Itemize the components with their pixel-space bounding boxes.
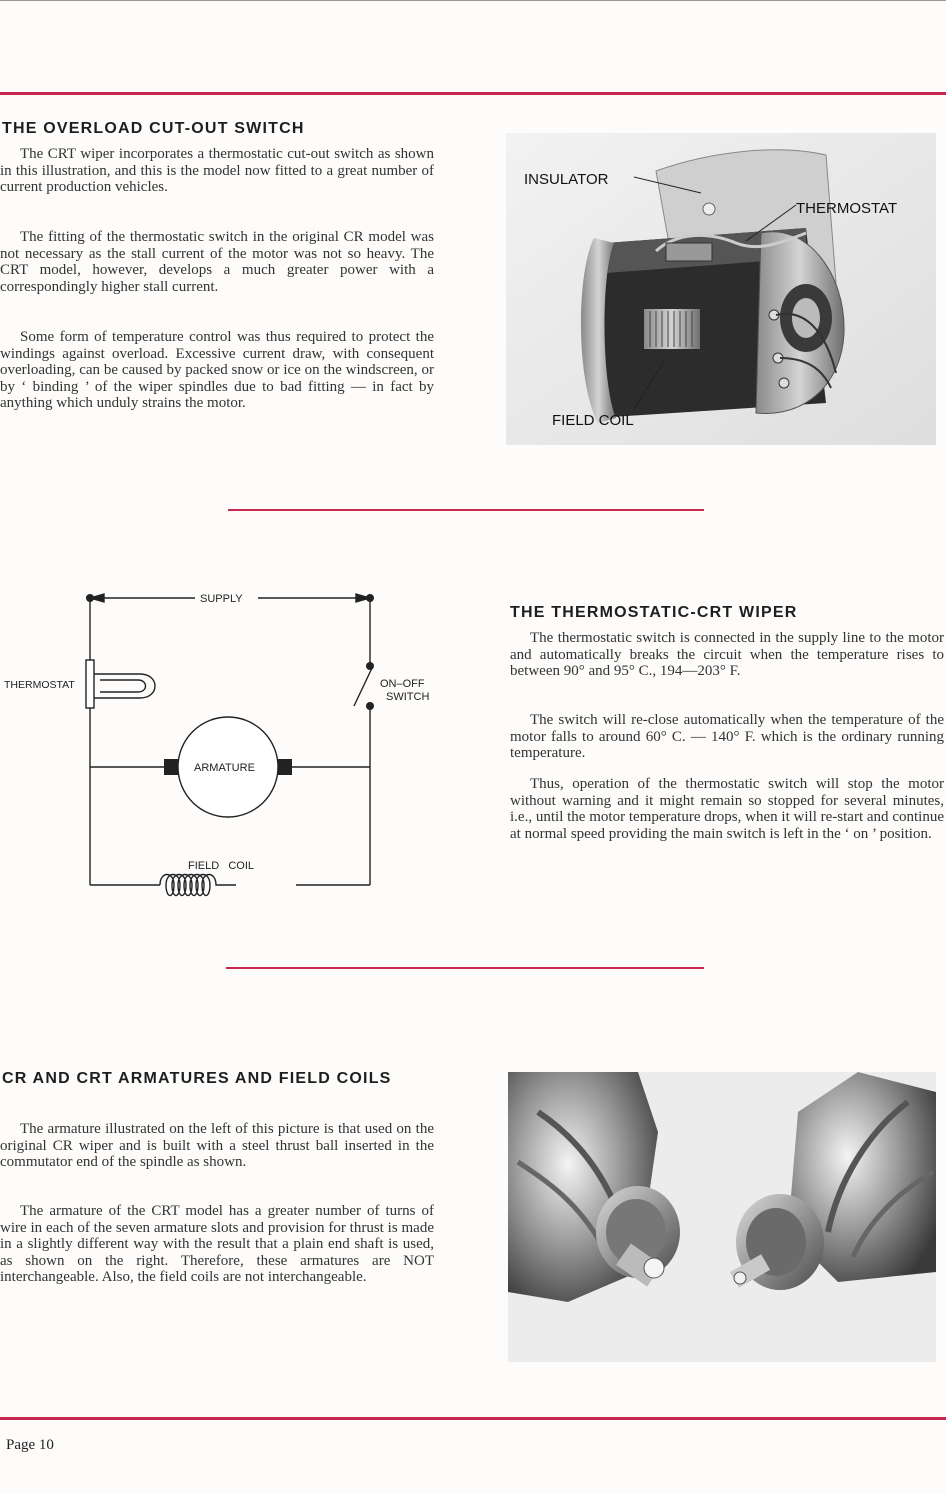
paragraph: The fitting of the thermostatic switch in the original CR model was not necessary as the stall current of the motor was not so heavy. The CRT model, however, develops a much greater power with a correspondingly higher stall current.: [0, 229, 434, 295]
armature-brush-left: [164, 759, 178, 775]
paragraph: The thermostatic switch is connected in the supply line to the motor and automatically breaks the circuit when the temperature rises to between 90° and 95° C., 194—203° F.: [510, 630, 944, 679]
thermostat-motor-photo: [506, 133, 936, 445]
field-coil-diagram-label: FIELD COIL: [188, 860, 255, 872]
field-coil-label: FIELD COIL: [552, 412, 634, 429]
top-rule: [0, 92, 946, 95]
switch-label-line2: SWITCH: [386, 691, 430, 703]
armatures-illustration: [508, 1072, 936, 1362]
thermostat-label: THERMOSTAT: [796, 200, 898, 217]
circuit-diagram-svg: [0, 580, 460, 900]
paragraph: The armature illustrated on the left of this picture is that used on the original CR wiper and is built with a steel thrust ball inserted in the commutator end of the spindle as shown.: [0, 1121, 434, 1170]
divider-rule: [226, 967, 704, 969]
armatures-photo: [508, 1072, 936, 1362]
paragraph: The CRT wiper incorporates a thermostatic cut-out switch as shown in this illustration, and this is the model now fitted to a great number of current production vehicles.: [0, 146, 434, 195]
thermostat-diagram-label: THERMOSTAT: [4, 679, 75, 691]
insulator-label: INSULATOR: [524, 171, 609, 188]
armature-label: ARMATURE: [194, 762, 255, 774]
bottom-rule: [0, 1417, 946, 1420]
paragraph: Some form of temperature control was thus required to protect the windings against overload. Excessive current draw, with consequent overloading, can be caused by packed snow or ice on the windscreen, or by ‘ binding ’ of the wiper spindles due to bad fitting — in fact by anything which unduly strains the motor.: [0, 329, 434, 411]
armature-brush-right: [278, 759, 292, 775]
paragraph: The switch will re-close automatically when the temperature of the motor falls to around 60° C. — 140° F. which is the ordinary running temperature.: [510, 712, 944, 761]
motor-illustration: [506, 133, 936, 445]
divider-rule: [228, 509, 704, 511]
supply-label: SUPPLY: [200, 593, 243, 605]
paragraph: The armature of the CRT model has a greater number of turns of wire in each of the seven armature slots and provision for thrust is made in a slightly different way with the result that a plain end shaft is used, as shown on the right. Therefore, these armatures are NOT interchangeable. Also, the field coils are not interchangeable.: [0, 1203, 434, 1285]
page-top-border: [0, 0, 946, 1]
page-number: Page 10: [6, 1437, 54, 1453]
section-heading-overload-switch: THE OVERLOAD CUT-OUT SWITCH: [2, 120, 305, 137]
paragraph: Thus, operation of the thermostatic switch will stop the motor without warning and it might remain so stopped for several minutes, i.e., until the motor temperature drops, when it will re-start and continue at normal speed providing the main switch is left in the ‘ on ’ position.: [510, 776, 944, 842]
circuit-diagram: [0, 580, 460, 900]
switch-label-line1: ON–OFF: [380, 678, 425, 690]
section-heading-thermostatic-crt: THE THERMOSTATIC-CRT WIPER: [510, 604, 798, 621]
section-heading-armatures: CR AND CRT ARMATURES AND FIELD COILS: [2, 1070, 392, 1087]
